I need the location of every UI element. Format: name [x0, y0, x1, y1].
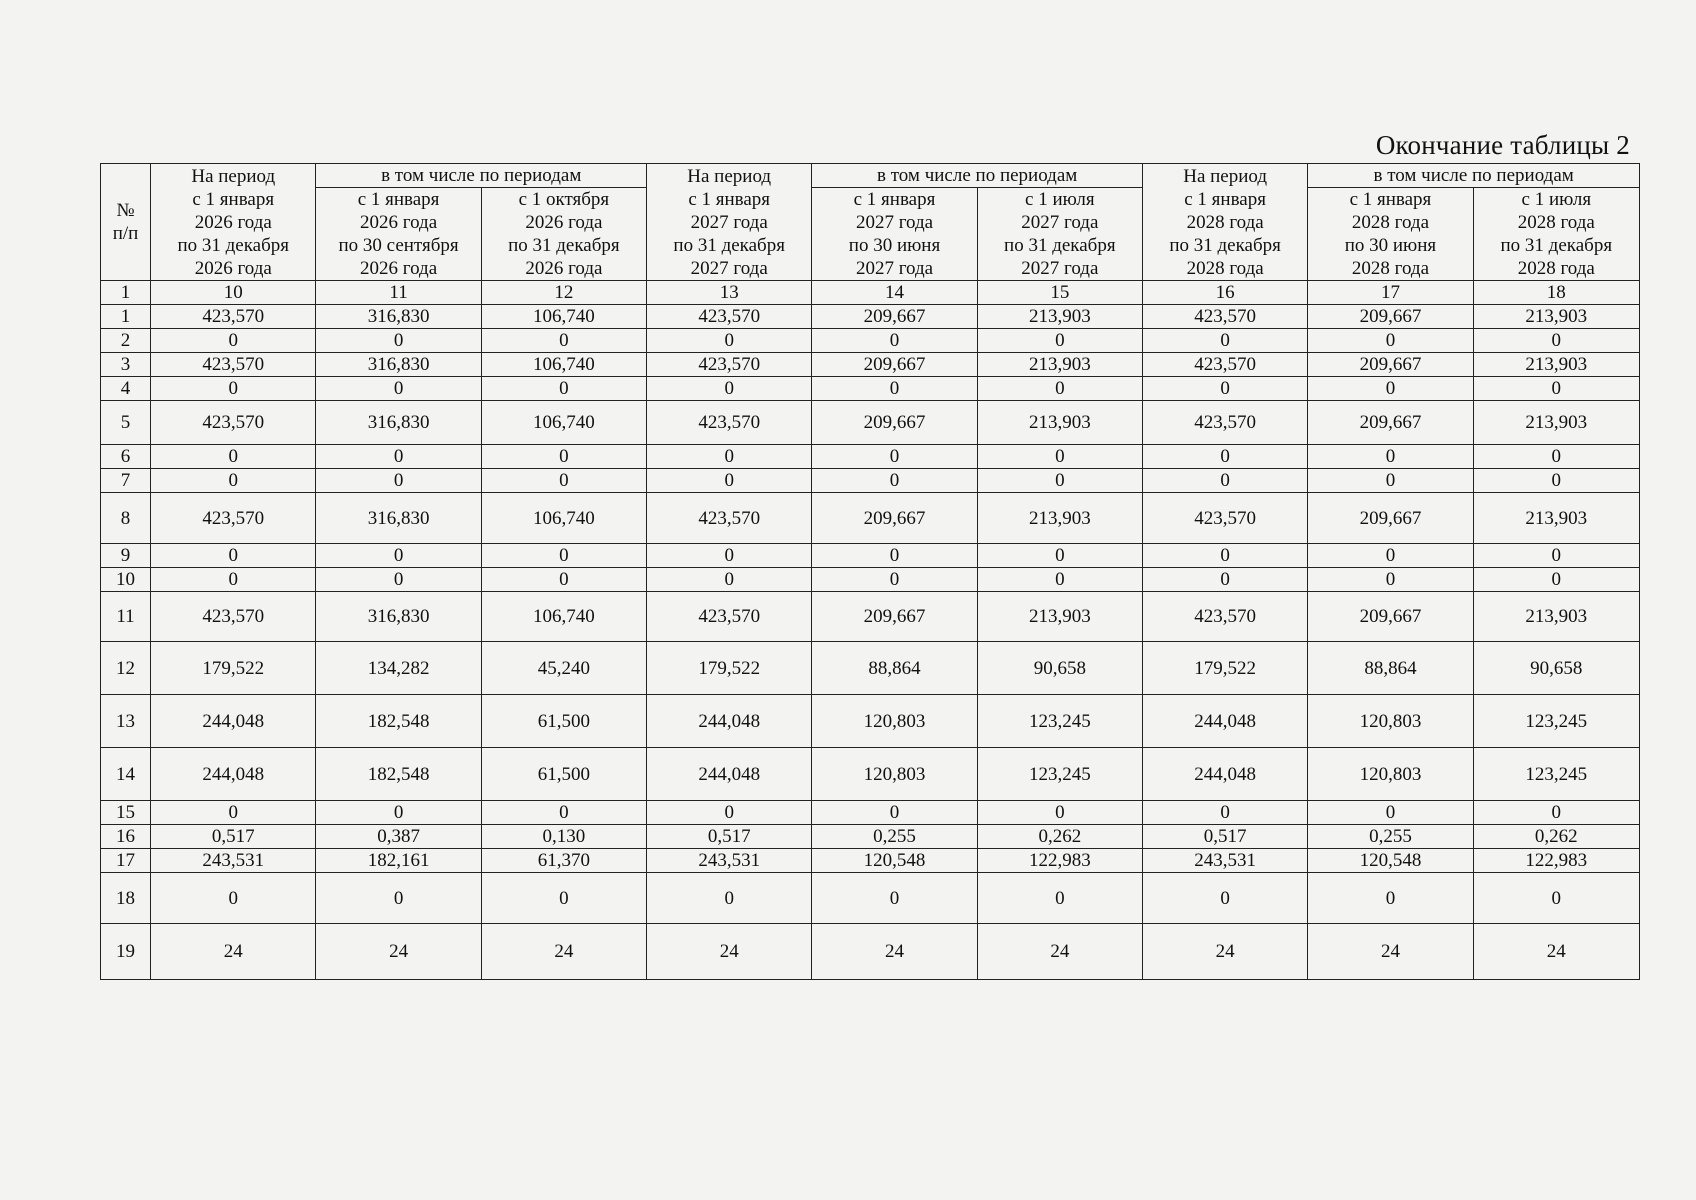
- value-cell: 423,570: [151, 305, 316, 329]
- value-cell: 316,830: [316, 493, 481, 544]
- value-cell: 0,517: [151, 825, 316, 849]
- table-row: [101, 401, 1640, 445]
- header-text-line: 2027 года: [690, 211, 768, 233]
- header-text-line: 2026 года: [360, 258, 438, 279]
- value-cell: 209,667: [1308, 592, 1473, 642]
- value-cell: 0: [1308, 544, 1473, 568]
- header-text-line: 2028 года: [1186, 257, 1264, 279]
- value-cell: 123,245: [977, 748, 1142, 801]
- value-cell: 244,048: [1142, 695, 1307, 748]
- value-cell: 213,903: [977, 305, 1142, 329]
- header-text-line: по 30 июня: [1344, 235, 1437, 256]
- column-number: 10: [151, 281, 316, 305]
- row-number-cell: 18: [101, 873, 151, 924]
- value-cell: 0: [1308, 568, 1473, 592]
- header-text-line: 2027 года: [1021, 258, 1099, 279]
- sub-period-header: [1473, 188, 1639, 281]
- value-cell: 209,667: [1308, 305, 1473, 329]
- value-cell: 423,570: [151, 401, 316, 445]
- value-cell: 0: [151, 329, 316, 353]
- value-cell: 0: [316, 873, 481, 924]
- value-cell: 0: [812, 445, 977, 469]
- value-cell: 24: [977, 924, 1142, 980]
- value-cell: 24: [151, 924, 316, 980]
- header-text-line: 2028 года: [1351, 258, 1429, 279]
- row-number-cell: 14: [101, 748, 151, 801]
- number-column-header: [101, 164, 151, 281]
- row-number-cell: 17: [101, 849, 151, 873]
- value-cell: 0: [151, 873, 316, 924]
- value-cell: 106,740: [481, 493, 646, 544]
- table-row: [101, 305, 1640, 329]
- value-cell: 0: [647, 873, 812, 924]
- value-cell: 179,522: [151, 642, 316, 695]
- value-cell: 0: [481, 544, 646, 568]
- value-cell: 24: [481, 924, 646, 980]
- value-cell: 0: [151, 377, 316, 401]
- value-cell: 0: [1473, 377, 1639, 401]
- row-number-cell: 13: [101, 695, 151, 748]
- value-cell: 244,048: [151, 695, 316, 748]
- header-text-line: 2026 года: [525, 258, 603, 279]
- header-text-line: по 31 декабря: [508, 235, 620, 256]
- value-cell: 0: [647, 469, 812, 493]
- value-cell: 244,048: [647, 695, 812, 748]
- value-cell: 0: [481, 801, 646, 825]
- value-cell: 123,245: [977, 695, 1142, 748]
- value-cell: 0: [1473, 568, 1639, 592]
- header-text-line: по 30 июня: [848, 235, 941, 256]
- value-cell: 123,245: [1473, 748, 1639, 801]
- column-number: 12: [481, 281, 646, 305]
- header-text-line: 2028 года: [1351, 212, 1429, 233]
- value-cell: 0: [977, 329, 1142, 353]
- value-cell: 0,387: [316, 825, 481, 849]
- table-row: [101, 642, 1640, 695]
- value-cell: 316,830: [316, 305, 481, 329]
- table-row: [101, 592, 1640, 642]
- sub-period-group-header: в том числе по периодам: [1308, 164, 1640, 188]
- row-number-cell: 15: [101, 801, 151, 825]
- value-cell: 106,740: [481, 401, 646, 445]
- value-cell: 179,522: [647, 642, 812, 695]
- value-cell: 120,803: [1308, 748, 1473, 801]
- value-cell: 0: [481, 329, 646, 353]
- value-cell: 213,903: [977, 592, 1142, 642]
- value-cell: 0: [151, 568, 316, 592]
- value-cell: 0,255: [1308, 825, 1473, 849]
- header-text-line: На период: [191, 165, 276, 187]
- value-cell: 423,570: [647, 353, 812, 377]
- value-cell: 0: [812, 568, 977, 592]
- row-number-cell: 4: [101, 377, 151, 401]
- value-cell: 0: [647, 544, 812, 568]
- column-number: 18: [1473, 281, 1639, 305]
- header-text-line: с 1 июля: [1521, 189, 1592, 210]
- value-cell: 24: [1142, 924, 1307, 980]
- value-cell: 61,370: [481, 849, 646, 873]
- value-cell: 209,667: [812, 493, 977, 544]
- row-number-cell: 7: [101, 469, 151, 493]
- value-cell: 423,570: [151, 493, 316, 544]
- value-cell: 0: [1473, 329, 1639, 353]
- value-cell: 61,500: [481, 695, 646, 748]
- column-number: 11: [316, 281, 481, 305]
- value-cell: 423,570: [151, 592, 316, 642]
- value-cell: 209,667: [812, 353, 977, 377]
- value-cell: 179,522: [1142, 642, 1307, 695]
- value-cell: 0: [316, 377, 481, 401]
- value-cell: 0: [316, 544, 481, 568]
- sub-period-header: [481, 188, 646, 281]
- period-total-header: [151, 164, 316, 281]
- value-cell: 423,570: [647, 401, 812, 445]
- row-number-cell: 5: [101, 401, 151, 445]
- value-cell: 24: [1473, 924, 1639, 980]
- value-cell: 423,570: [647, 305, 812, 329]
- value-cell: 423,570: [647, 592, 812, 642]
- table-row: [101, 873, 1640, 924]
- value-cell: 120,803: [812, 748, 977, 801]
- value-cell: 120,803: [812, 695, 977, 748]
- value-cell: 0: [151, 801, 316, 825]
- row-number-cell: 19: [101, 924, 151, 980]
- header-text-line: по 30 сентября: [338, 235, 459, 256]
- table-row: [101, 568, 1640, 592]
- header-text-line: по 31 декабря: [673, 234, 785, 256]
- header-text-line: по 31 декабря: [1169, 234, 1281, 256]
- header-text-line: 2028 года: [1517, 212, 1595, 233]
- table-row: [101, 469, 1640, 493]
- value-cell: 209,667: [812, 401, 977, 445]
- header-text-line: по 31 декабря: [177, 234, 290, 256]
- header-text-line: 2028 года: [1517, 258, 1595, 279]
- value-cell: 0: [1142, 469, 1307, 493]
- value-cell: 0: [481, 568, 646, 592]
- column-number: 17: [1308, 281, 1473, 305]
- sub-period-header: [316, 188, 481, 281]
- value-cell: 0: [1308, 445, 1473, 469]
- sub-period-header: [812, 188, 977, 281]
- value-cell: 0: [977, 544, 1142, 568]
- value-cell: 88,864: [812, 642, 977, 695]
- header-text-line: с 1 января: [1184, 188, 1266, 210]
- value-cell: 213,903: [1473, 592, 1639, 642]
- value-cell: 0,255: [812, 825, 977, 849]
- value-cell: 0: [977, 801, 1142, 825]
- sub-period-group-header: в том числе по периодам: [812, 164, 1143, 188]
- value-cell: 0: [1142, 568, 1307, 592]
- header-text-line: 2027 года: [1021, 212, 1099, 233]
- header-text-line: по 31 декабря: [1500, 235, 1613, 256]
- header-text-line: п/п: [112, 223, 139, 244]
- value-cell: 0: [647, 377, 812, 401]
- table-row: [101, 377, 1640, 401]
- header-text-line: 2028 года: [1186, 211, 1264, 233]
- value-cell: 123,245: [1473, 695, 1639, 748]
- header-text-line: №: [116, 200, 135, 221]
- table-row: [101, 329, 1640, 353]
- value-cell: 423,570: [1142, 592, 1307, 642]
- value-cell: 316,830: [316, 401, 481, 445]
- value-cell: 0: [151, 544, 316, 568]
- value-cell: 0: [481, 469, 646, 493]
- value-cell: 209,667: [1308, 401, 1473, 445]
- value-cell: 0: [1308, 329, 1473, 353]
- value-cell: 0: [812, 329, 977, 353]
- value-cell: 90,658: [1473, 642, 1639, 695]
- row-number-cell: 1: [101, 305, 151, 329]
- header-text-line: На период: [1183, 165, 1268, 187]
- value-cell: 0: [1473, 801, 1639, 825]
- value-cell: 0: [481, 377, 646, 401]
- table-row: [101, 849, 1640, 873]
- row-number-cell: 9: [101, 544, 151, 568]
- value-cell: 0: [812, 873, 977, 924]
- value-cell: 316,830: [316, 592, 481, 642]
- table-row: [101, 544, 1640, 568]
- value-cell: 423,570: [1142, 493, 1307, 544]
- value-cell: 0: [151, 469, 316, 493]
- table-row: [101, 445, 1640, 469]
- row-number-cell: 2: [101, 329, 151, 353]
- value-cell: 0: [316, 801, 481, 825]
- value-cell: 0: [977, 469, 1142, 493]
- value-cell: 0,517: [647, 825, 812, 849]
- data-table: [100, 163, 1640, 980]
- row-number-cell: 8: [101, 493, 151, 544]
- value-cell: 0: [1473, 445, 1639, 469]
- value-cell: 423,570: [1142, 353, 1307, 377]
- column-number: 13: [647, 281, 812, 305]
- column-number-row: [101, 281, 1640, 305]
- period-total-header: [1142, 164, 1307, 281]
- value-cell: 209,667: [812, 592, 977, 642]
- value-cell: 0: [812, 377, 977, 401]
- header-text-line: 2026 года: [194, 211, 272, 233]
- value-cell: 244,048: [1142, 748, 1307, 801]
- sub-period-group-header: в том числе по периодам: [316, 164, 647, 188]
- header-text-line: с 1 января: [357, 189, 440, 210]
- value-cell: 0: [316, 445, 481, 469]
- value-cell: 106,740: [481, 353, 646, 377]
- table-row: [101, 924, 1640, 980]
- value-cell: 244,048: [151, 748, 316, 801]
- value-cell: 0: [316, 568, 481, 592]
- header-text-line: с 1 января: [853, 189, 936, 210]
- value-cell: 45,240: [481, 642, 646, 695]
- value-cell: 0: [647, 801, 812, 825]
- table-row: [101, 493, 1640, 544]
- value-cell: 213,903: [1473, 401, 1639, 445]
- value-cell: 0: [481, 873, 646, 924]
- row-number-cell: 12: [101, 642, 151, 695]
- header-text-line: по 31 декабря: [1004, 235, 1116, 256]
- value-cell: 243,531: [151, 849, 316, 873]
- sub-period-header: [977, 188, 1142, 281]
- value-cell: 0: [1142, 801, 1307, 825]
- header-row-2: [101, 188, 1640, 281]
- value-cell: 316,830: [316, 353, 481, 377]
- value-cell: 423,570: [647, 493, 812, 544]
- sub-period-header: [1308, 188, 1473, 281]
- value-cell: 0: [1473, 469, 1639, 493]
- value-cell: 0: [1308, 469, 1473, 493]
- value-cell: 61,500: [481, 748, 646, 801]
- column-number: 16: [1142, 281, 1307, 305]
- value-cell: 122,983: [1473, 849, 1639, 873]
- value-cell: 0: [1473, 873, 1639, 924]
- value-cell: 0: [977, 377, 1142, 401]
- value-cell: 243,531: [1142, 849, 1307, 873]
- value-cell: 0: [1142, 544, 1307, 568]
- value-cell: 213,903: [977, 401, 1142, 445]
- value-cell: 0: [1142, 873, 1307, 924]
- header-text-line: 2027 года: [855, 212, 934, 233]
- value-cell: 0: [316, 469, 481, 493]
- value-cell: 0: [647, 445, 812, 469]
- value-cell: 213,903: [1473, 305, 1639, 329]
- value-cell: 182,548: [316, 748, 481, 801]
- value-cell: 423,570: [1142, 401, 1307, 445]
- value-cell: 0,130: [481, 825, 646, 849]
- value-cell: 0: [151, 445, 316, 469]
- value-cell: 0: [1142, 329, 1307, 353]
- row-number-cell: 11: [101, 592, 151, 642]
- column-number: 15: [977, 281, 1142, 305]
- table-row: [101, 801, 1640, 825]
- table-row: [101, 825, 1640, 849]
- value-cell: 213,903: [1473, 493, 1639, 544]
- table-row: [101, 695, 1640, 748]
- header-text-line: 2026 года: [360, 212, 438, 233]
- header-row-1: [101, 164, 1640, 188]
- value-cell: 0,517: [1142, 825, 1307, 849]
- value-cell: 213,903: [977, 493, 1142, 544]
- value-cell: 0: [1142, 377, 1307, 401]
- value-cell: 0: [316, 329, 481, 353]
- value-cell: 0: [977, 445, 1142, 469]
- row-number-cell: 10: [101, 568, 151, 592]
- table-body: [101, 164, 1640, 980]
- value-cell: 209,667: [1308, 493, 1473, 544]
- value-cell: 0: [647, 329, 812, 353]
- value-cell: 134,282: [316, 642, 481, 695]
- column-number: 1: [101, 281, 151, 305]
- header-text-line: с 1 октября: [518, 189, 610, 210]
- value-cell: 0: [481, 445, 646, 469]
- header-text-line: 2026 года: [194, 257, 272, 279]
- value-cell: 106,740: [481, 305, 646, 329]
- period-total-header: [647, 164, 812, 281]
- header-text-line: На период: [687, 165, 772, 187]
- value-cell: 24: [812, 924, 977, 980]
- value-cell: 213,903: [1473, 353, 1639, 377]
- value-cell: 244,048: [647, 748, 812, 801]
- value-cell: 423,570: [1142, 305, 1307, 329]
- value-cell: 423,570: [151, 353, 316, 377]
- value-cell: 122,983: [977, 849, 1142, 873]
- value-cell: 24: [1308, 924, 1473, 980]
- value-cell: 0,262: [1473, 825, 1639, 849]
- row-number-cell: 3: [101, 353, 151, 377]
- header-text-line: 2026 года: [525, 212, 603, 233]
- row-number-cell: 6: [101, 445, 151, 469]
- table-continuation-title: Окончание таблицы 2: [1375, 130, 1630, 160]
- value-cell: 88,864: [1308, 642, 1473, 695]
- value-cell: 24: [647, 924, 812, 980]
- value-cell: 120,548: [1308, 849, 1473, 873]
- header-text-line: с 1 января: [192, 188, 275, 210]
- value-cell: 120,548: [812, 849, 977, 873]
- value-cell: 0: [1308, 377, 1473, 401]
- value-cell: 0: [977, 873, 1142, 924]
- value-cell: 243,531: [647, 849, 812, 873]
- column-number: 14: [812, 281, 977, 305]
- row-number-cell: 16: [101, 825, 151, 849]
- header-text-line: с 1 января: [1349, 189, 1432, 210]
- value-cell: 0: [812, 801, 977, 825]
- value-cell: 0: [812, 469, 977, 493]
- value-cell: 0: [812, 544, 977, 568]
- table-row: [101, 748, 1640, 801]
- value-cell: 90,658: [977, 642, 1142, 695]
- header-text-line: с 1 января: [688, 188, 771, 210]
- header-text-line: 2027 года: [690, 257, 768, 279]
- value-cell: 182,548: [316, 695, 481, 748]
- value-cell: 0: [1308, 873, 1473, 924]
- value-cell: 106,740: [481, 592, 646, 642]
- table-row: [101, 353, 1640, 377]
- value-cell: 0: [1308, 801, 1473, 825]
- header-text-line: с 1 июля: [1025, 189, 1095, 210]
- value-cell: 213,903: [977, 353, 1142, 377]
- value-cell: 0: [1142, 445, 1307, 469]
- value-cell: 120,803: [1308, 695, 1473, 748]
- value-cell: 0: [977, 568, 1142, 592]
- value-cell: 209,667: [1308, 353, 1473, 377]
- value-cell: 182,161: [316, 849, 481, 873]
- value-cell: 0: [647, 568, 812, 592]
- header-text-line: 2027 года: [855, 258, 934, 279]
- value-cell: 0,262: [977, 825, 1142, 849]
- value-cell: 24: [316, 924, 481, 980]
- value-cell: 0: [1473, 544, 1639, 568]
- value-cell: 209,667: [812, 305, 977, 329]
